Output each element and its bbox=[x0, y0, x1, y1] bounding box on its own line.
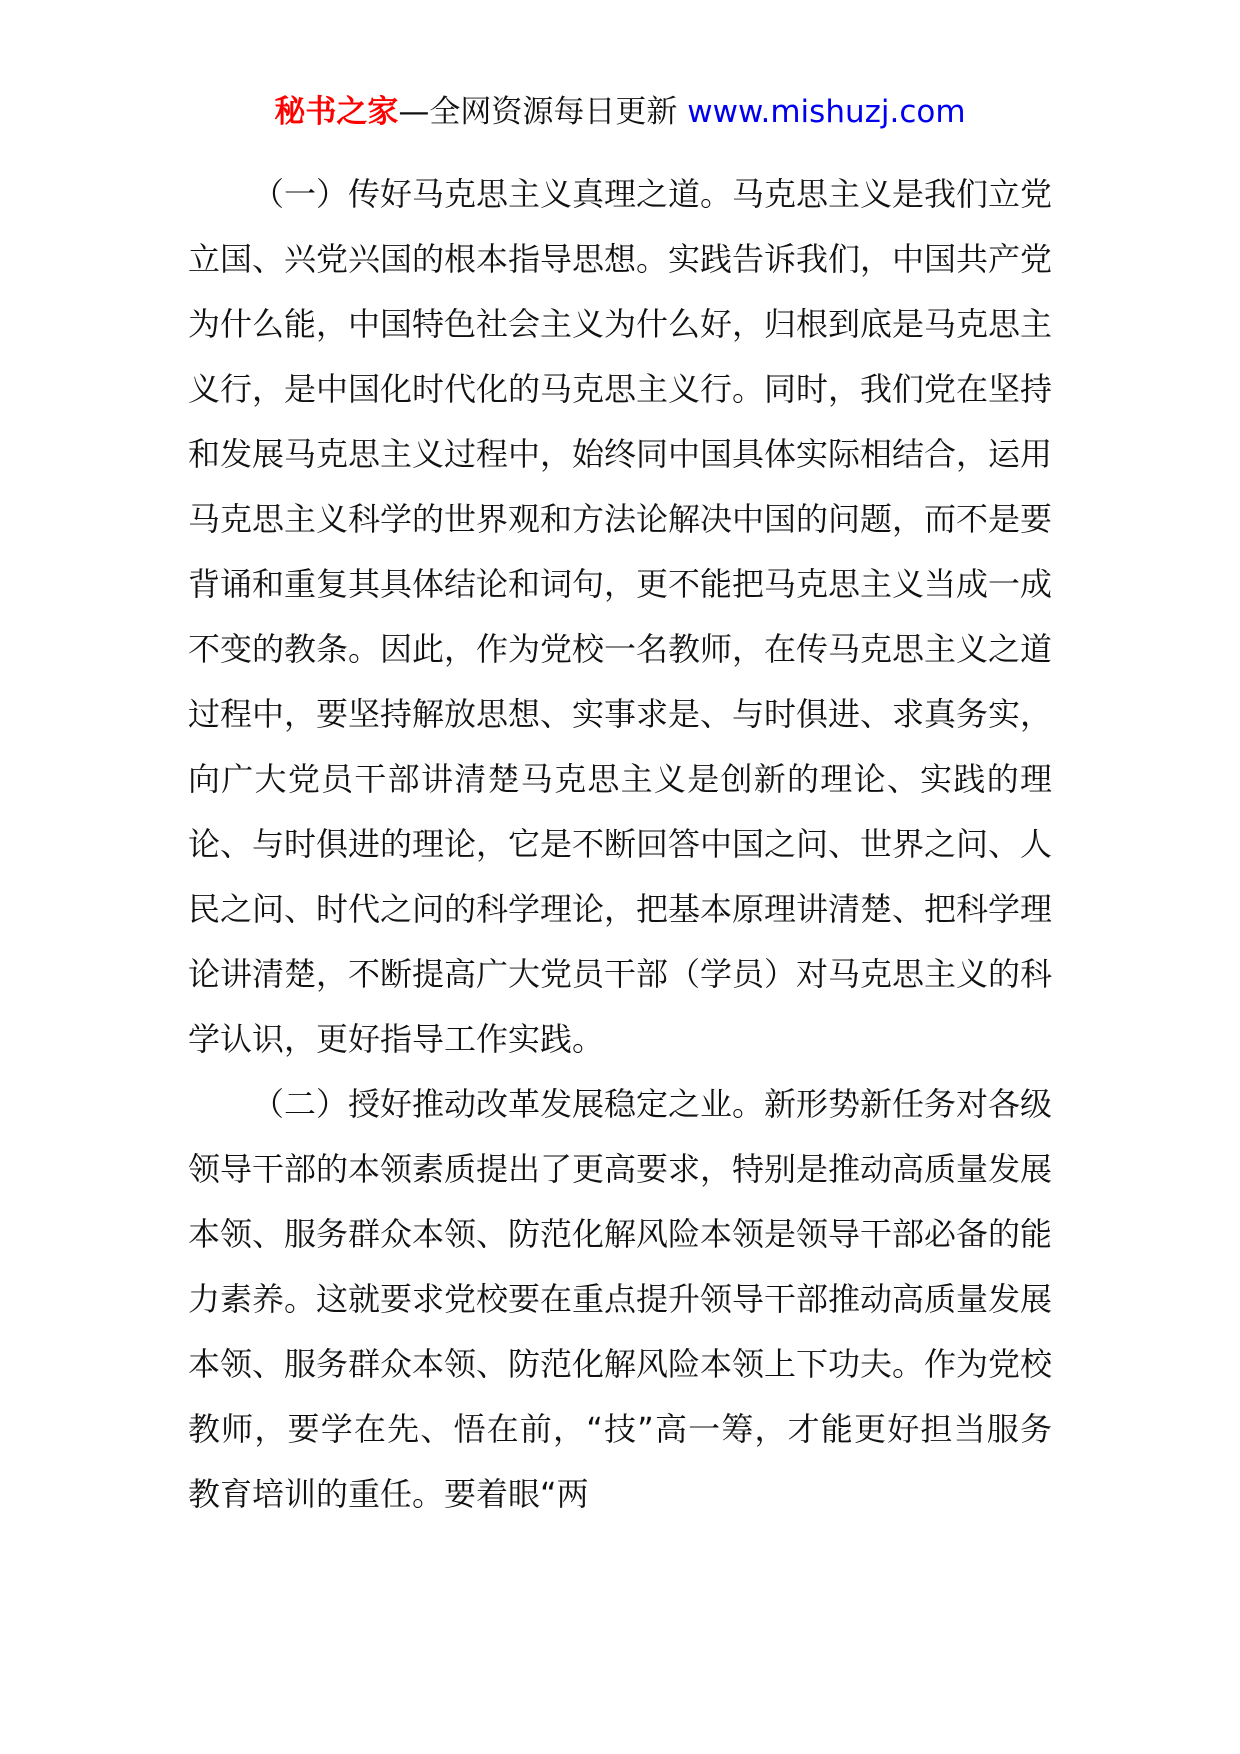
brand-name: 秘书之家 bbox=[274, 94, 399, 130]
document-body bbox=[188, 162, 1052, 1527]
site-url-link[interactable]: www.mishuzj.com bbox=[687, 94, 966, 130]
paragraph-reform-development: （二）授好推动改革发展稳定之业。新形势新任务对各级领导干部的本领素质提出了更高要求，特别是推动高质量发展本领、服务群众本领、防范化解风险本领是领导干部必备的能力素养。这就要求党校要在重点提升领导干部推动高质量发展本领、服务群众本领、防范化解风险本领上下功夫。作为党校教师，要学在先、悟在前，“技”高一筹，才能更好担当服务教育培训的重任。要着眼“两 bbox=[188, 1085, 1053, 1513]
paragraph-marxism-truth: （一）传好马克思主义真理之道。马克思主义是我们立党立国、兴党兴国的根本指导思想。实践告诉我们，中国共产党为什么能，中国特色社会主义为什么好，归根到底是马克思主义行，是中国化时代化的马克思主义行。同时，我们党在坚持和发展马克思主义过程中，始终同中国具体实际相结合，运用马克思主义科学的世界观和方法论解决中国的问题，而不是要背诵和重复其具体结论和词句，更不能把马克思主义当成一成不变的教条。因此，作为党校一名教师，在传马克思主义之道过程中，要坚持解放思想、实事求是、与时俱进、求真务实，向广大党员干部讲清楚马克思主义是创新的理论、实践的理论、与时俱进的理论，它是不断回答中国之问、世界之问、人民之问、时代之问的科学理论，把基本原理讲清楚、把科学理论讲清楚，不断提高广大党员干部（学员）对马克思主义的科学认识，更好指导工作实践。 bbox=[188, 175, 1053, 1058]
header-tagline: —全网资源每日更新 bbox=[398, 94, 688, 130]
site-header bbox=[0, 92, 1240, 132]
